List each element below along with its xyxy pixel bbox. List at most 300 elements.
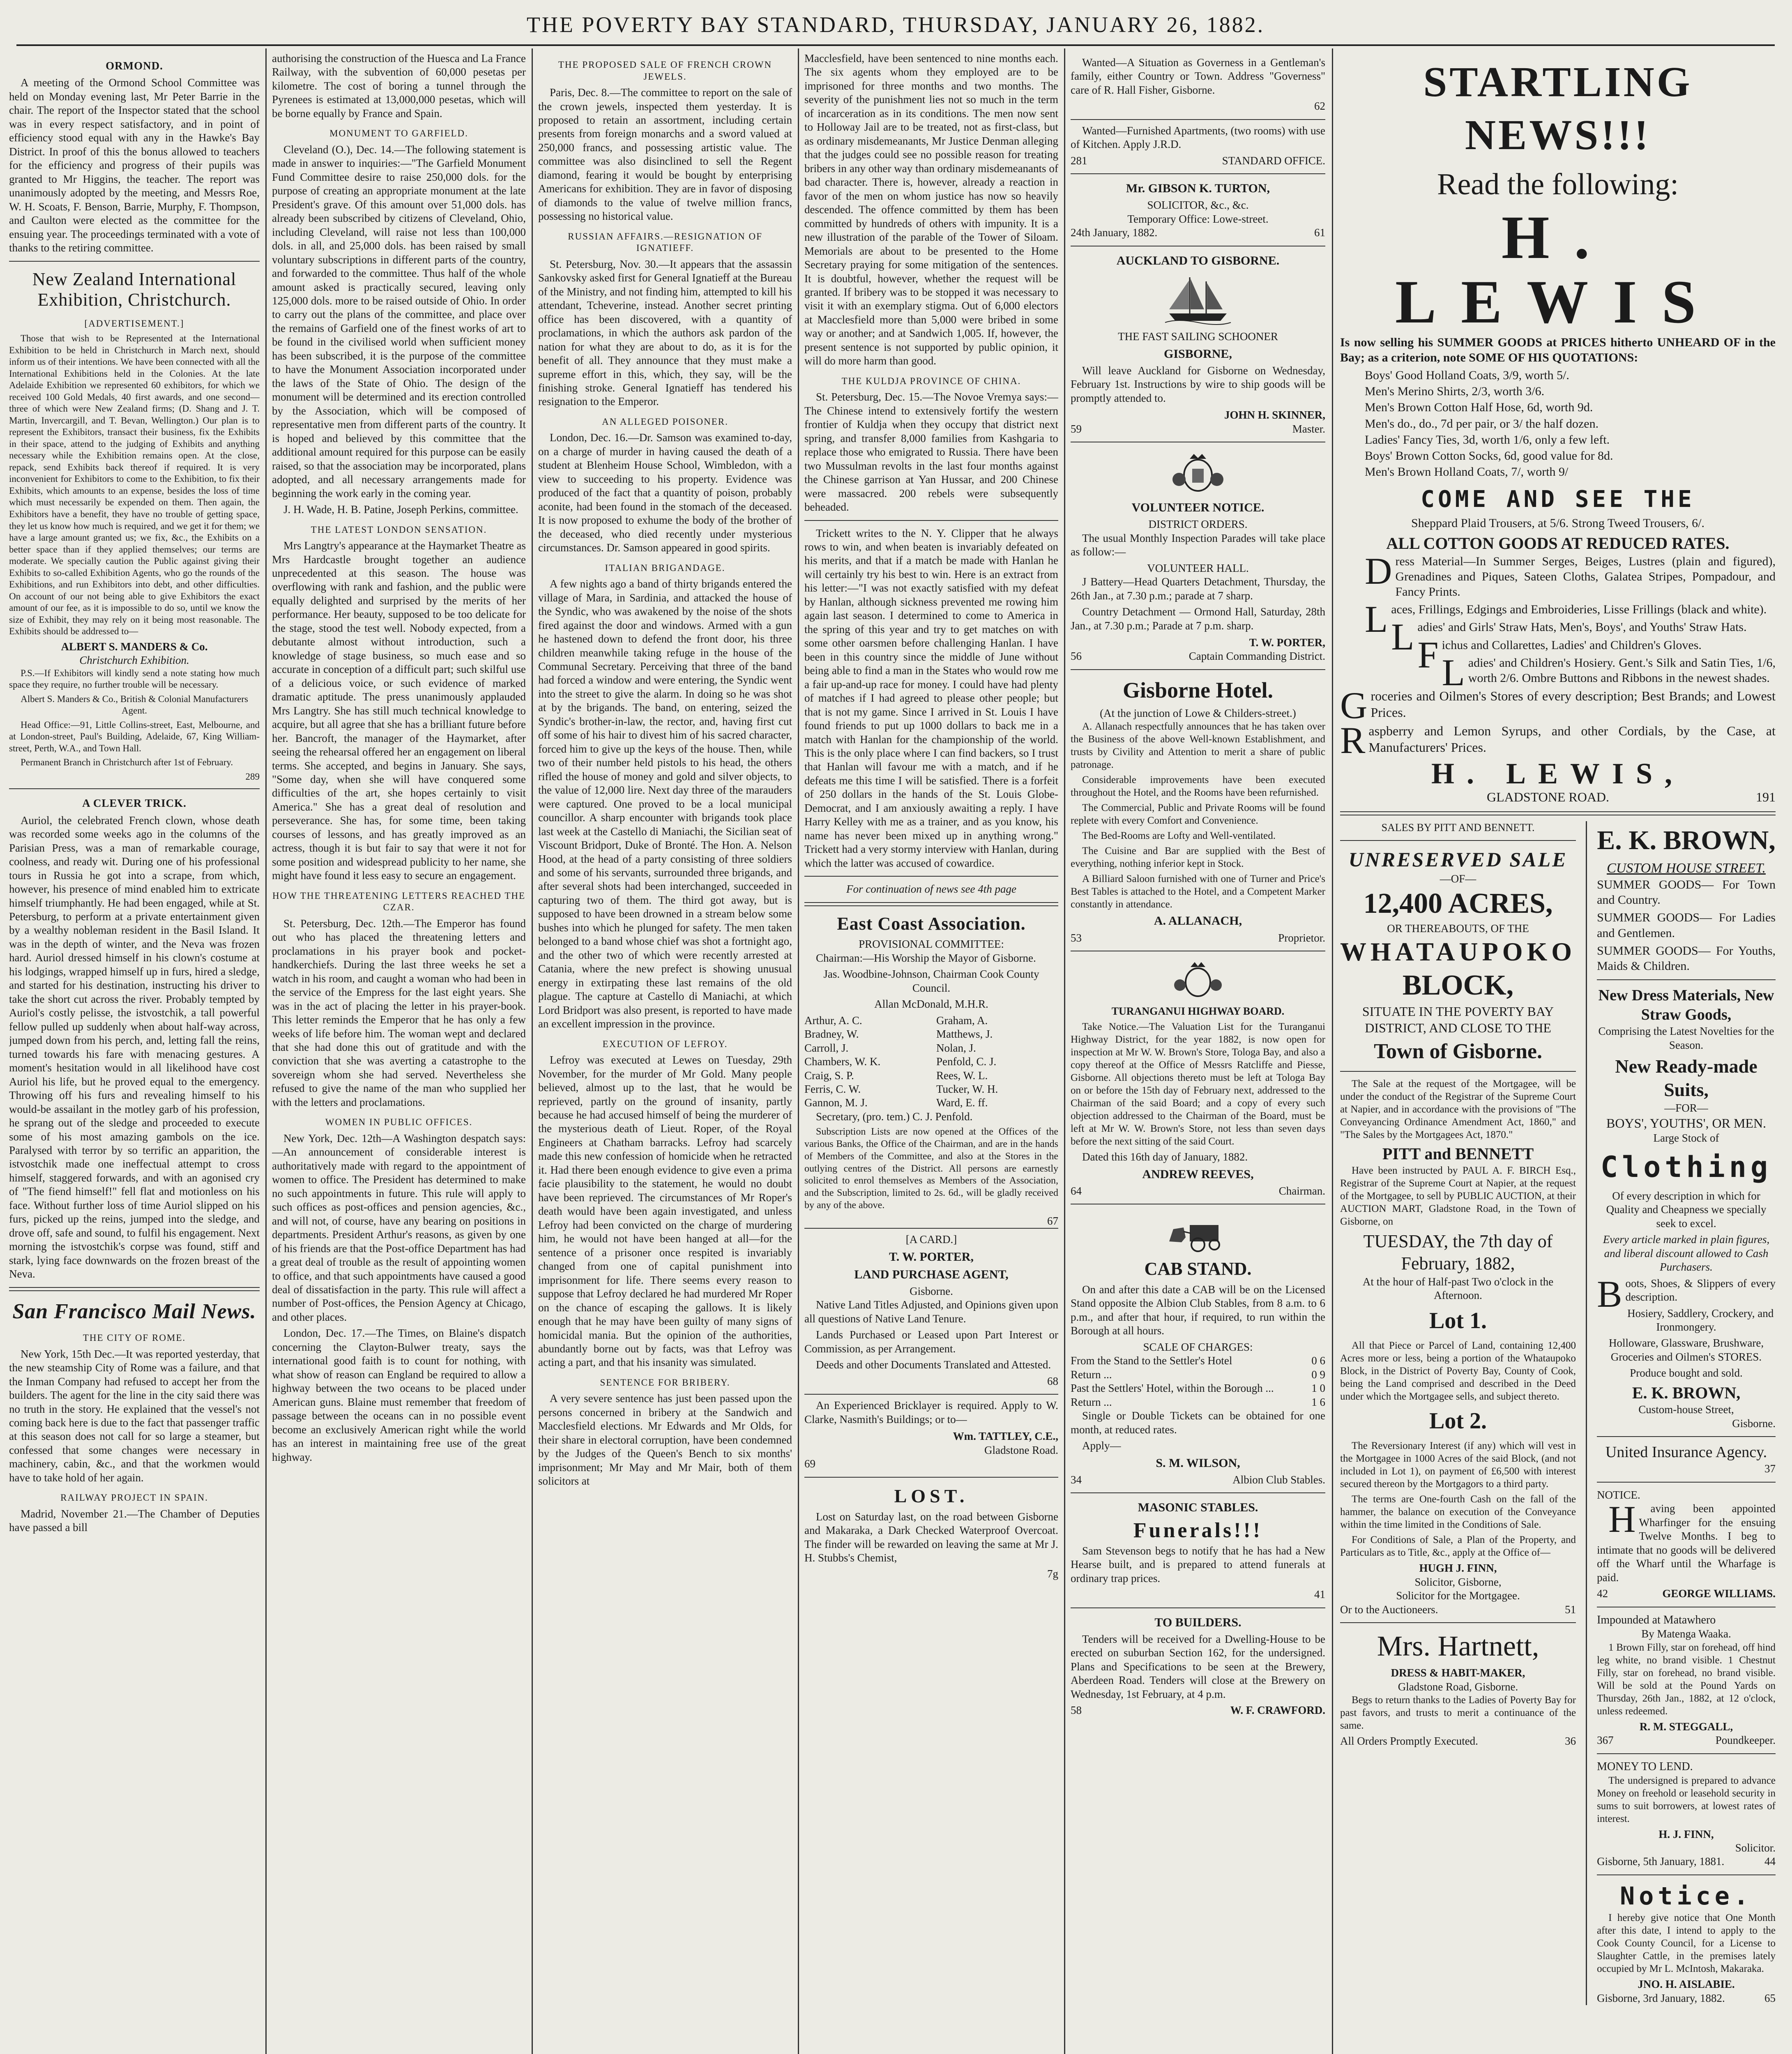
advert-number: 68 [1047,1375,1058,1387]
clothing-heading: Clothing [1600,1150,1772,1184]
straw-hats: Ladies' and Girls' Straw Hats, Men's, Boys', and Youths' Straw Hats. [1391,616,1747,658]
masthead: THE POVERTY BAY STANDARD, THURSDAY, JANUARY 26, 1882. [526,12,1265,37]
charge-row [1071,1382,1325,1395]
custom-house: CUSTOM HOUSE STREET. [1607,860,1766,876]
notice2-heading: Notice. [1620,1881,1753,1911]
committee-name: Chambers, W. K. [804,1055,881,1068]
lot-1-text: All that Piece or Parcel of Land, containing 12,400 Acres more or less, being a portion of the Whataupoko Block, in the District of Poverty Bay, County of Cook, being the Land comprised and described in the Deed under which the Mortgagee sells, and subject thereto. [1340,1340,1576,1402]
impounded-text: 1 Brown Filly, star on forehead, off hind leg white, no brand visible. 1 Chestnut Filly, star on forehead, no brand visible. Will be sold at the Pound Yards on Thursday, 26th Jan., 1882, at 12 o'clock, unless redeemed. [1597,1642,1776,1717]
charge-label: Return ... [1071,1368,1112,1381]
price-item: Ladies' Fancy Ties, 3d, worth 1/6, only a few left. [1365,433,1610,447]
railway-spain-article: Madrid, November 21.—The Chamber of Deputies have passed a bill [9,1507,260,1534]
advert-number: 58 [1071,1704,1082,1717]
sales-by: SALES BY PITT AND BENNETT. [1381,822,1535,834]
lewis-price-list [1340,368,1776,479]
divider [1340,1071,1576,1072]
volunteer-hall: VOLUNTEER HALL. [1147,562,1249,574]
hosiery-saddlery: Hosiery, Saddlery, Crockery, and Ironmongery. [1627,1307,1774,1333]
block-heading: BLOCK, [1402,969,1514,1002]
pitt-bennett-ad [1340,821,1576,2005]
exhibition-ps: P.S.—If Exhibitors will kindly send a note stating how much space they require, no further trouble will be necessary. [9,668,260,690]
thereabouts: OR THEREABOUTS, OF THE [1387,922,1529,935]
price-item: Men's Brown Cotton Half Hose, 6d, worth 9d. [1365,401,1593,414]
clothing-text: Of every description in which for Quality and Cheapness we specially seek to excel. [1606,1189,1767,1230]
advert-number: 281 [1071,154,1087,167]
charge-value: 0 9 [1311,1368,1325,1381]
highway-board-ad [1071,951,1325,1204]
volunteer-heading: VOLUNTEER NOTICE. [1131,501,1265,515]
porter-text: Native Land Titles Adjusted, and Opinions given upon all questions of Native Land Tenure. [804,1299,1058,1325]
produce: Produce bought and sold. [1630,1367,1743,1379]
large-stock: Large Stock of [1653,1132,1719,1144]
hotel-heading: Gisborne Hotel. [1123,677,1273,702]
porter-name: T. W. PORTER, [889,1250,974,1264]
committee-name: Carroll, J. [804,1041,849,1054]
clever-trick-article: Auriol, the celebrated French clown, whose death was recorded some weeks ago in the columns of the Parisian Press, was a man of remarkable courage, coolness, and ready wit. During one of his professional tours in Russia he got into a scrape, from which, however, his presence of mind enabled him to extricate himself triumphantly. He had been engaged, while at St. Petersburg, to perform at a private entertainment given by a wealthy nobleman resident in the Basil Island. It was in the depth of winter, and the Neva was frozen hard. Auriol dressed himself in his clown's costume at his lodgings, wrapped himself up in furs, hired a sledge, and started for his destination, instructing his driver to take the short cut across the river. Probably tempted by Auriol's costly pelisse, the istvostchik, a tall powerful fellow pulled up suddenly when about half-way across, jumped down from his perch, and, letting fall the reins, turned towards his fare with menacing gestures. A moment's hesitation would in all likelihood have cost Auriol his life, but he proved equal to the emergency. Throwing off his furs and revealing himself to his would-be assailant in the motley garb of his profession, he sprang out of the sledge and proceeded to execute some of his most amazing gambols on the ice. Paralysed with terror by so terrific an apparition, the istvostchik made one ineffectual attempt to cross himself, staggered forwards, and with an agonised cry of "The fiend himself!" fell flat and motionless on his face. Without further loss of time Auriol slipped on his furs, picked up the reins, jumped into the sledge, and drove off, safe and sound, to fulfil his engagement. Next morning the istvostchik's corpse was found, stiff and stark, lying face downwards on the frozen breast of the Neva. [9,814,260,1280]
lewis-address-row [1340,789,1776,806]
advert-number: 56 [1071,650,1082,663]
manders-signature: ALBERT S. MANDERS & Co. [61,640,208,653]
advert-number: 36 [1565,1735,1576,1748]
notice-footer [1597,1587,1776,1600]
column-6 [1340,52,1776,2054]
brigandage-article: A few nights ago a band of thirty brigands entered the village of Mara, in Sardinia, and attacked the house of the Syndic, who was awakened by the noise of the shots fired against the door and windows. Armed with a gun he hastened down to defend the front door, his three children meanwhile taking refuge in the house of the Communal Secretary. Perceiving that three of the band had forced a window and were entering, the Syndic went into the street to give the alarm. In doing so he was shot at by the brigands. The band, on entering, seized the Syndic's brother-in-law, the rector, and, having first cut off some of his hair to divest him of his sacred character, forced him to give up the keys of the house. Then, while two of their number held pistols to his head, the others rifled the house of money and gold and silver objects, to the value of 12,000 lire. Next day three of the marauders were captured. One proved to be a local municipal councillor. A sharp encounter with brigands took place last week at the Castello di Maniachi, the Sicilian seat of Viscount Bridport, Duke of Bronté. The Hon. A. Nelson Hood, at the head of a party consisting of three soldiers and some of his servants, surrounded three brigands, and after several shots had been interchanged, succeeded in capturing two of them. The third got away, but is supposed to have been drowned in a stream below some bushes into which he plunged for safety. The men taken belonged to a band whose chief was shot a fortnight ago, and the other two of which were recently arrested at Catania, where the new prefect is showing unusual energy in extirpating these last remains of the old plague. The capture at Castello di Maniachi, at which Lord Bridport was also present, is reported to have made an excellent impression in the province. [538,578,792,1030]
cab-stand-text: On and after this date a CAB will be on the Licensed Stand opposite the Albion Club Stables, from 8 a.m. to 6 p.m., and after that hour, if required, to run within the Borough at all hours. [1071,1283,1325,1337]
country-detachment: Country Detachment — Ormond Hall, Saturday, 28th Jan., at 7.30 p.m.; Parade at 7 p.m. sharp. [1071,606,1325,632]
column-4 [804,52,1058,2054]
aislabie-signature: JNO. H. AISLABIE. [1638,1978,1735,1991]
column-rule [1064,48,1065,2054]
kuldja-heading: THE KULDJA PROVINCE OF CHINA. [841,375,1021,386]
schooner-sub: THE FAST SAILING SCHOONER [1118,330,1278,343]
sf-mail-heading: San Francisco Mail News. [12,1299,256,1323]
turton-role: SOLICITOR, &c., &c. [1147,199,1249,212]
advert-number: 69 [804,1458,815,1470]
column-rule [1332,48,1333,2054]
clever-trick-heading: A CLEVER TRICK. [82,797,187,810]
apartments-ad [1071,119,1325,173]
advert-number: 51 [1565,1603,1576,1616]
bricklayer-text: An Experienced Bricklayer is required. Apply to W. Clarke, Nasmith's Buildings; or to— [804,1399,1058,1425]
committee-name: Bradney, W. [804,1028,859,1041]
lefroy-article: Lefroy was executed at Lewes on Tuesday, 29th November, for the murder of Mr Gold. Many people believed, almost up to the last, that he would be reprieved, partly on the ground of insanity, partly because he had accused himself of being the murderer of the mysterious death of Lieut. Roper, of the Royal Engineers at Chatham barracks. Lefroy had scarcely made this new confession of homicide when he retracted it. Had there been enough evidence to give even a prima facie plausibility to the statement, he would no doubt have been reprieved. The circumstances of Mr Roper's death would have been again investigated, and unless Lefroy had been convicted on the charge of murdering him, he would not have been hanged at all—for the sentence of a prisoner once respited is invariably changed from one of capital punishment into imprisonment for life. There seems every reason to suppose that Lefroy declared he had murdered Mr Roper on the chance of escaping the gallows. It is likely enough that he may have been guilty of many signs of homicidal mania. But the opinion of the authorities, abundantly borne out by facts, was that Lefroy was acting a part, and that his insanity was simulated. [538,1054,792,1369]
bricklayer-ad [804,1394,1058,1476]
steggall-signature: R. M. STEGGALL, [1639,1720,1733,1733]
advert-number: 7g [1047,1568,1058,1580]
price-item: Men's do., do., 7d per pair, or 3/ the half dozen. [1365,417,1599,431]
ormond-article: A meeting of the Ormond School Committee was held on Monday evening last, Mr Peter Barrie in the chair. The report of the Inspector stated that the school was in every respect satisfactory, and in point of efficiency stood equal with any in the Hawke's Bay District. In proof of this the bonus allowed to teachers for the efficiency and progress of their pupils was granted to Mr Higgins, the teacher. The report was unanimously adopted by the meeting, and Messrs Roe, W. H. Scoats, F. Benson, Barrie, Murphy, F. Thompson, and Caulton were elected as the committee for the ensuing year. The proceedings terminated with a vote of thanks to the retiring committee. [9,76,260,254]
summer-goods: SUMMER GOODS— For Town and Country. [1597,878,1776,907]
williams-signature: GEORGE WILLIAMS. [1662,1587,1776,1600]
bribery-heading: SENTENCE FOR BRIBERY. [600,1377,730,1388]
builders-footer [1071,1704,1325,1717]
lot-2-text: The Reversionary Interest (if any) which will vest in the Mortgagee in 1000 Acres of the said Block, (and not included in Lot 1), on payment of £6,500 with interest secured thereon by the Mortgagors to a third party. [1340,1440,1576,1490]
divider [1597,1482,1776,1483]
tattley-signature: Wm. TATTLEY, C.E., [953,1430,1058,1443]
lower-ads [1340,821,1776,2005]
committee-name: Gannon, M. J. [804,1096,868,1109]
hosiery: Ladies' and Children's Hosiery. Gent.'s Silk and Satin Ties, 1/6, worth 2/6. Ombre Buttons and Ribbons in the newest shades. [1442,651,1776,693]
ready-made-suits: New Ready-made Suits, [1615,1056,1757,1101]
london-sensation-heading: THE LATEST LONDON SENSATION. [311,524,487,535]
pitt-instructions: Have been instructed by PAUL A. F. BIRCH Esq., Registrar of the Supreme Court at Napier, at the request of the Mortgagee, to sell by PUBLIC AUCTION, at their AUCTION MART, Gladstone Road, in the Town of Gisborne, on [1340,1165,1576,1227]
comprising: Comprising the Latest Novelties for the Season. [1598,1025,1774,1051]
advert-number: 289 [245,771,260,782]
continuation-note: For continuation of news see 4th page [846,883,1016,896]
reeves-role: Chairman. [1278,1184,1325,1197]
highway-board-heading: TURANGANUI HIGHWAY BOARD. [1111,1005,1285,1018]
column-5 [1071,52,1325,2054]
ek-brown-footer: E. K. BROWN, [1632,1383,1741,1402]
horse-cab-icon [1161,1213,1235,1254]
schooner-heading: AUCKLAND TO GISBORNE. [1116,253,1280,267]
divider [804,876,1058,877]
auctioneers-row [1340,1603,1576,1616]
london-sensation-article: Mrs Langtry's appearance at the Haymarket Theatre as Mrs Hardcastle brought together an audience unprecedented at this season. The house was overflowing with rank and fashion, and the public were equally delighted and surprised by the merits of her performance. Her beauty, supposed to be too delicate for the stage, stood the test well. Nobody expected, from a debutante almost without introduction, such a knowledge of stage business, so much ease and so accurate in conception of a difficult part; such skilful use of a delicious voice, or such evidence of marked dramatic aptitude. The press unanimously applauded Mrs Langtry. She has still much technical knowledge to acquire, but all agree that she has a brilliant future before her. Bancroft, the manager of the Haymarket, after seeing the rehearsal offered her an engagement on liberal terms. She accepted, and begins in January. She says, "Some day, when she will have conquered some difficulties of the art, she hopes certainly to visit America." She has a great deal of resolution and perseverance. She has, for some time, been taking courses of lessons, and has greatly improved as an actress, though it is but fair to say that were it not for some position and widespread publicity to her name, she might have found it less easy to secure an engagement. [272,539,526,882]
builders-text: Tenders will be received for a Dwelling-House to be erected on suburban Section 162, for the undersigned. Plans and Specifications to be seen at the Brewery, Aberdeen Road. Tenders will close at the Brewery on Wednesday, 1st February, at 4 p.m. [1071,1633,1325,1700]
poundkeeper: Poundkeeper. [1715,1734,1776,1747]
east-coast-heading: East Coast Association. [837,913,1026,934]
advert-number: 191 [1755,790,1776,805]
manders-firm: Albert S. Manders & Co., British & Colonial Manufacturers Agent. [21,693,248,716]
bribery-continued: Macclesfield, have been sentenced to nine months each. The six agents whom they employed are to be imprisoned for three months and two months. The severity of the punishment lies not so much in the term of incarceration as in its conditions. The men now sent to Holloway Jail are to be treated, not as first-class, but as ordinary misdemeanants, Mr Justice Denman alleging that the judges could see no possible reason for treating bribers in any other way than ordinary misdemeanants of bad character. There is, however, already a reaction in favor of the men on whom justice has now so heavily descended. The offence committed by them has been committed by hundreds of others with impunity. It is a new illustration of the parable of the Tower of Siloam. Memorials are about to be presented to the Home Secretary praying for some mitigation of the sentences. It is doubtful, however, whether the request will be granted. If bribery was to be stopped it was necessary to visit it with an exemplary stigma. Out of 6,000 electors at Macclesfield more than 5,000 were bribed in some way or another; and at Sandwich 1,005. If, however, the present sentence is not supported by public opinion, it will do more harm than good. [804,52,1058,367]
impounded-by: By Matenga Waaka. [1641,1628,1731,1640]
boys-youths: BOYS', YOUTHS', OR MEN. [1606,1115,1767,1131]
poisoner-article: London, Dec. 16.—Dr. Samson was examined to-day, on a charge of murder in having caused the death of a student at Blenheim House School, Wimbledon, with a view to succeeding to his property. Evidence was produced of the fact that a quantity of poison, probably aconite, had been found in the stomach of the deceased. It is now proposed to exhume the body of the brother of the deceased, who died recently under mysterious circumstances. Dr. Samson appeared in good spirits. [538,431,792,554]
hotel-text: Considerable improvements have been executed throughout the Hotel, and the Rooms have been refurnished. [1071,774,1325,799]
committee-line: Allan McDonald, M.H.R. [874,998,988,1011]
kuldja-article: St. Petersburg, Dec. 15.—The Novoe Vremya says:—The Chinese intend to extensively fortify the western frontier of Kuldja when they occupy that district next spring, and transfer 8,000 families from Kashgaria to replace those who emigrated to Russia. There have been two Mussulman revolts in the last four months against the Chinese garrison at Yan Hussar, and 200 Chinese were massacred. 200 rebels were subsequently beheaded. [804,391,1058,514]
money-footer [1597,1855,1776,1868]
schooner-text: Will leave Auckland for Gisborne on Wednesday, February 1st. Instructions by wire to ship goods will be promptly attended to. [1071,364,1325,404]
divider [1597,1436,1776,1437]
advert-number: 41 [1314,1588,1325,1601]
standard-office: STANDARD OFFICE. [1222,154,1325,167]
porter-signature: T. W. PORTER, [1249,636,1325,649]
card-label: [A CARD.] [905,1233,957,1246]
divider [9,1287,260,1291]
funerals-heading: Funerals!!! [1133,1519,1263,1543]
hotel-location: (At the junction of Lowe & Childers-street.) [1100,707,1296,719]
divider [804,520,1058,521]
masonic-heading: MASONIC STABLES. [1138,1501,1258,1515]
ek-brown-ad [1597,821,1776,2005]
committee-name: Rees, W. L. [936,1069,988,1082]
advert-number: 53 [1071,931,1082,944]
threatening-letters-article: St. Petersburg, Dec. 12th.—The Emperor has found out who has placed the threatening letters and proclamations in his prayer book and pocket-handkerchiefs. During the last three weeks he set a watch in his room, and caught a woman who had been in the service of the Empress for the last eight years. She was in the act of placing the letter in his prayer-book. This letter reminds the Emperor that he has only a few weeks of life before him. The woman wept and declared that she had done this out of gratitude and with the conviction that she was averting a catastrophe to the sovereign whom she had served. Nevertheless she refused to give the name of the man who supplied her with the letters and proclamations. [272,917,526,1108]
blaine-dispatch-article: London, Dec. 17.—The Times, on Blaine's dispatch concerning the Clayton-Bulwer treaty, says the international good faith is to count for nothing, with what show of reason can England be required to allow a highway between the two oceans to be placed under American guns. Blaine must remember that freedom of passage between the oceans can in no possible event become an exclusively American right while the world has an interest in maintaining free use of the great highway. [272,1327,526,1463]
divider [1340,840,1576,841]
hartnett-orders: All Orders Promptly Executed. [1340,1735,1478,1748]
turton-footer [1071,226,1325,239]
garfield-article: Cleveland (O.), Dec. 14.—The following statement is made in answer to inquiries:—"The Garfield Monument Fund Committee desire to raise 250,000 dols. for the purpose of creating an appropriate monument at the late President's grave. Of this amount over 51,000 dols. has already been subscribed by citizens of Cleveland, Ohio, including Cleveland, will raise not less than 100,000 dols. in all, and 25,000 dols. has been raised by small voluntary subscriptions in different parts of the country, and forwarded to the committee. Thus half of the whole amount asked is practically secured, leaving only 125,000 dols. more to be raised outside of Ohio. In order to carry out the plans of the committee, and place over the remains of Garfield one of the finest works of art to be found in the civilised world when sufficient money has been subscribed, it is the purpose of the committee to have the Monument Association incorporated under the laws of the State of Ohio. The design of the monument will be determined and its erection controlled by the Association, which will be composed of representative men from different parts of the country. It is hoped and believed by this committee that the additional amount required for this purpose can be easily raised, so that the association may be incorporated, plans adopted, and all necessary arrangements made for beginning the work early in the coming year. [272,143,526,500]
finn-solicitor: Solicitor. [1735,1842,1776,1854]
highway-board-text: Take Notice.—The Valuation List for the Turanganui Highway District, for the year 1882, is now open for inspection at Mr W. W. Brown's Store, Tologa Bay, and also a copy thereof at the Office of Messrs Ratcliffe and Piesse, Gisborne. All objections thereto must be left at Tologa Bay on or before the 15th day of February next, addressed to the Chairman of the said Board; and a copy of every such objection addressed to the Chairman of the Board, must be left at Mr W. W. Brown's Store, not less than seven days before the next sitting of the said Court. [1071,1021,1325,1147]
garfield-committee: J. H. Wade, H. B. Patine, Joseph Perkins, committee. [283,503,518,516]
startling-news-heading: STARTLING NEWS!!! [1423,58,1693,159]
garfield-heading: MONUMENT TO GARFIELD. [329,128,468,139]
crawford-signature: W. F. CRAWFORD. [1230,1704,1325,1717]
poisoner-heading: AN ALLEGED POISONER. [602,416,728,427]
trickett-article: Trickett writes to the N. Y. Clipper that he always rows to win, and when beaten is invariably defeated on his merits, and that if a match be made with Hanlan he will certainly try his best to win. Here is an extract from his letter:—"I was not exactly satisfied with my defeat by Hanlan, although sickness prevented me rowing him again last season. I determined to come to America in the spring of this year and try to get matches on with some other oarsmen before challenging Hanlan. I have been in this country since the middle of June without being able to find a man in the States who would row me a fair up-and-up race for money. I could have had plenty of matches if I had agreed to please other people; but that is not my game. Since I arrived in St. Louis I have found friends to put up 1000 dollars to back me in a match with Hanlan for the championship of the world. This is the only place where I can find backers, so I trust that Hanlan will favour me with a match, and if he defeats me this time I will be satisfied. There is a forfeit of 250 dollars in the hands of the St. Louis Globe-Democrat, and I am anxiously awaiting a reply. I have Harry Kelley with me as a trainer, and as you know, his name has never been mixed up in anything wrong." Trickett had a very stormy interview with Hanlan, during which the latter was accused of cowardice. [804,527,1058,869]
funerals-text: Sam Stevenson begs to notify that he has had a New Hearse built, and is prepared to attend funerals at ordinary trap prices. [1071,1544,1325,1584]
subscription-text: Subscription Lists are now opened at the Offices of the various Banks, the Office of the Chairman, and are in the hands of Members of the Committee, and also at the Stores in the outlying centres of the District. All persons are earnestly solicited to enrol themselves as Members of the Association, and the Subscription, limited to 2s. 6d., will be gladly received by any of the above. [804,1126,1058,1211]
advert-number: 64 [1071,1184,1082,1197]
summer-goods: SUMMER GOODS— For Youths, Maids & Children. [1597,944,1776,973]
price-item: Boys' Brown Cotton Socks, 6d, good value for 8d. [1365,449,1613,463]
committee-name: Penfold, C. J. [936,1055,997,1068]
volunteer-footer [1071,649,1325,663]
committee-line: Jas. Woodbine-Johnson, Chairman Cook County Council. [823,968,1039,994]
committee-name: Arthur, A. C. [804,1014,862,1027]
cotton-goods: ALL COTTON GOODS AT REDUCED RATES. [1386,534,1730,553]
committee-name: Ward, E. ff. [936,1096,988,1109]
allanach-role: Proprietor. [1278,931,1325,944]
manders-location: Christchurch Exhibition. [79,654,189,667]
divider [804,902,1058,906]
fichus: Fichus and Collarettes, Ladies' and Children's Gloves. [1417,633,1702,676]
lot-1-heading: Lot 1. [1429,1308,1487,1333]
ormond-heading: ORMOND. [106,60,163,72]
charge-label: Past the Settlers' Hotel, within the Borough ... [1071,1382,1274,1395]
sale-terms: The terms are One-fourth Cash on the fall of the hammer, the balance on execution of the Conveyance within the time limited in the Conditions of Sale. [1340,1494,1576,1531]
sheppard-trousers: Sheppard Plaid Trousers, at 5/6. Strong Tweed Trousers, 6/. [1411,516,1705,530]
hotel-text: A Billiard Saloon furnished with one of Turner and Price's Best Tables is attached to the Hotel, and a Competent Marker constantly in attendance. [1071,873,1325,910]
advert-number: 42 [1597,1587,1608,1600]
divider [1597,979,1776,980]
committee-name: Graham, A. [936,1014,988,1027]
hartnett-address: Gladstone Road, Gisborne. [1398,1680,1518,1693]
whataupoko-heading: WHATAUPOKO [1340,937,1576,966]
manders-branch: Permanent Branch in Christchurch after 1st of February. [21,757,233,768]
hotel-footer [1071,931,1325,945]
advert-number: 37 [1764,1462,1776,1475]
for-label: —FOR— [1664,1102,1708,1115]
turton-date: 24th January, 1882. [1071,226,1158,239]
new-dress: New Dress Materials, New Straw Goods, [1598,987,1774,1024]
advert-number: 367 [1597,1734,1614,1747]
brigandage-heading: ITALIAN BRIGANDAGE. [605,562,726,573]
cab-stand-heading: CAB STAND. [1144,1259,1252,1279]
schooner-footer [1071,422,1325,436]
committee-names [804,1014,1058,1110]
sale-conditions: For Conditions of Sale, a Plan of the Property, and Particulars as to Title, &c., apply at the Office of— [1340,1534,1576,1559]
money-text: The undersigned is prepared to advance Money on freehold or leasehold security in sums to suit borrowers, at lowest rates of interest. [1597,1775,1776,1824]
finn-role: Solicitor, Gisborne, [1414,1575,1502,1588]
charge-row [1071,1354,1325,1368]
plain-figures: Every article marked in plain figures, and liberal discount allowed to Cash Purchasers. [1603,1233,1770,1273]
boots-shoes: Boots, Shoes, & Slippers of every description. [1597,1273,1776,1315]
sale-conduct: The Sale at the request of the Mortgagee, will be under the conduct of the Registrar of the Supreme Court at Napier, and in accordance with the provisions of "The Conveyancing Ordinance Amendment Act, 1860," and "The Sales by the Mortgagees Act, 1870." [1340,1078,1576,1140]
situate: SITUATE IN THE POVERTY BAY DISTRICT, AND CLOSE TO THE [1362,1004,1554,1035]
charge-row [1071,1368,1325,1382]
hartnett-heading: Mrs. Hartnett, [1377,1630,1539,1663]
notice2-footer [1597,1992,1776,2005]
notice-heading: NOTICE. [1597,1488,1640,1501]
russian-affairs-heading: RUSSIAN AFFAIRS.—RESIGNATION OF IGNATIEFF. [568,231,762,253]
charge-label: Return ... [1071,1395,1112,1408]
royal-crest-icon [1169,960,1227,1001]
cab-footer [1071,1473,1325,1487]
masonic-stables-ad [1071,1492,1325,1607]
ek-brown-town: Gisborne. [1732,1417,1776,1430]
hotel-text: The Bed-Rooms are Lofty and Well-ventilated. [1082,830,1276,842]
committee-name: Tucker, W. H. [936,1082,998,1095]
ek-brown-heading: E. K. BROWN, [1597,825,1776,856]
price-item: Boys' Good Holland Coats, 3/9, worth 5/. [1365,368,1569,382]
schooner-ad [1071,246,1325,442]
wharfinger-notice: Having been appointed Wharfinger for the ensuing Twelve Months. I beg to intimate that no goods will be delivered off the Wharf until the Wharfage is paid. [1597,1498,1776,1584]
crown-jewels-heading: THE PROPOSED SALE OF FRENCH CROWN JEWELS. [558,60,772,82]
gisborne-hotel-ad [1071,669,1325,951]
schooner-name: GISBORNE, [1164,347,1232,361]
divider [9,788,260,789]
h-lewis-footer: H. LEWIS, [1431,757,1685,790]
porter-text: Deeds and other Documents Translated and Attested. [816,1359,1051,1371]
women-offices-heading: WOMEN IN PUBLIC OFFICES. [325,1117,473,1128]
of-label: —OF— [1440,873,1476,885]
column-rule [798,48,799,2054]
hartnett-text: Begs to return thanks to the Ladies of Poverty Bay for past favors, and trusts to merit a continuance of the same. [1340,1695,1576,1732]
crown-jewels-article: Paris, Dec. 8.—The committee to report on the sale of the crown jewels, inspected them yesterday. It is proposed to retain an assortment, including certain presents from foreign monarchs and a sword valued at 250,000 francs, and possessing artistic value. The committee was also disinclined to sell the Regent diamond, fearing it would be bought by enterprising Americans for exhibition. They are in favor of disposing of diamonds to the value of twelve million francs, possessing no historical value. [538,86,792,223]
reeves-signature: ANDREW REEVES, [1142,1167,1254,1181]
skinner-role: Master. [1292,422,1325,435]
charge-row [1071,1395,1325,1409]
groceries: Groceries and Oilmen's Stores of every description; Best Brands; and Lowest Prices. [1340,684,1776,727]
column-rule [265,48,267,2054]
lot-2-heading: Lot 2. [1429,1408,1487,1434]
turton-name: Mr. GIBSON K. TURTON, [1126,182,1270,196]
divider [1597,1874,1776,1875]
committee-chairman: Chairman:—His Worship the Mayor of Gisborne. [816,951,1036,964]
advert-number: 67 [1047,1214,1058,1227]
advertisement-label: [ADVERTISEMENT.] [84,318,184,329]
finn-signature: H. J. FINN, [1658,1828,1714,1840]
raspberry-syrups: Raspberry and Lemon Syrups, and other Cordials, by the Case, at Manufacturers' Prices. [1340,719,1776,762]
highway-board-date: Dated this 16th day of January, 1882. [1082,1151,1248,1163]
apartments-footer [1071,154,1325,168]
column-3 [538,52,792,2054]
notice2-date: Gisborne, 3rd January, 1882. [1597,1992,1725,2004]
money-date: Gisborne, 5th January, 1881. [1597,1855,1725,1868]
hartnett-footer [1340,1734,1576,1748]
porter-card-ad [804,1228,1058,1394]
sailing-ship-icon [1161,272,1235,326]
city-of-rome-heading: THE CITY OF ROME. [83,1333,186,1343]
hartnett-role: DRESS & HABIT-MAKER, [1391,1667,1525,1679]
column-2 [272,52,526,2054]
porter-town: Gisborne. [910,1285,953,1297]
divider [1340,811,1776,815]
united-insurance: United Insurance Agency. [1605,1444,1767,1461]
threatening-letters-heading: HOW THE THREATENING LETTERS REACHED THE CZAR. [272,890,526,913]
charge-label: From the Stand to the Settler's Hotel [1071,1354,1232,1367]
sale-hour: At the hour of Half-past Two o'clock in the Afternoon. [1362,1275,1554,1302]
lefroy-heading: EXECUTION OF LEFROY. [602,1039,728,1049]
unreserved-sale: UNRESERVED SALE [1348,848,1568,871]
turton-office: Temporary Office: Lowe-street. [1127,212,1269,225]
royal-crest-icon [1169,451,1227,496]
apartments-text: Wanted—Furnished Apartments, (two rooms) with use of Kitchen. Apply J.R.D. [1071,124,1325,151]
advert-number: 34 [1071,1473,1082,1486]
column-rule [532,48,533,2054]
cab-apply: Apply— [1082,1439,1121,1452]
advert-number: 59 [1071,422,1082,435]
charge-value: 1 0 [1311,1382,1325,1395]
impounded-heading: Impounded at Matawhero [1597,1613,1716,1626]
dress-material: Dress Material—In Summer Serges, Beiges, Lustres (plain and figured), Grenadines and Piques, Sateen Cloths, Galatea Stripes, Pompadour, and Fancy Prints. [1365,550,1776,599]
column-1 [9,52,260,2054]
cab-stand-ad [1071,1204,1325,1492]
railway-spain-continued: authorising the construction of the Huesca and La France Railway, with the subvention of 60,000 pesetas per kilometre. The cost of boring a tunnel through the Pyrenees is estimated at 13,000,000 pesetas, which will be borne equally by France and Spain. [272,52,526,120]
wilson-signature: S. M. WILSON, [1156,1456,1240,1470]
bribery-article: A very severe sentence has just been passed upon the persons concerned in bribery at the Sandwich and Macclesfield elections. Mr Edwards and Mr Olds, for their share in electoral corruption, have been condemned by the Judges of the Queen's Bench to six months' imprisonment; Mr May and Mr Mair, both of them solicitors at [538,1392,792,1488]
price-item: Men's Merino Shirts, 2/3, worth 3/6. [1365,385,1545,398]
governess-ad [1071,52,1325,119]
highway-footer [1071,1184,1325,1198]
slaughter-notice: I hereby give notice that One Month after this date, I intend to apply to the Cook County Council, for a License to Slaughter Cattle, in the premises lately occupied by Mr L. McIntosh, Makaraka. [1597,1912,1776,1975]
porter-text: Lands Purchased or Leased upon Part Interest or Commission, as per Arrangement. [804,1329,1058,1355]
builders-heading: TO BUILDERS. [1154,1615,1242,1629]
sale-date: TUESDAY, the 7th day of February, 1882, [1363,1231,1553,1274]
manders-office: Head Office:—91, Little Collins-street, East, Melbourne, and at London-street, Paul's Building, Adelaide, 67, King William-street, Perth, W.A., and Town Hall. [9,719,260,753]
volunteer-text: The usual Monthly Inspection Parades will take place as follow:— [1071,532,1325,558]
skinner-signature: JOHN H. SKINNER, [1224,409,1325,421]
women-offices-article: New York, Dec. 12th—A Washington despatch says:—An announcement of considerable interest is authoritatively made with regard to the appointment of women to office. The President has determined to make no such appointments in future. This rule will apply to such offices as post-offices and pension agencies, &c., and will not, of course, have any bearing on positions in departments. President Arthur's reasons, as given by one of his friends are that the Post-office Department has had a great deal of trouble as the result of appointing women to office, and that such appointments have caused a good deal of dissatisfaction in the party. This rule will affect a number of Post-offices, the Pension Agency at Chicago, and other places. [272,1132,526,1323]
committee-name: Ferris, C. W. [804,1082,861,1095]
money-heading: MONEY TO LEND. [1597,1760,1693,1773]
turton-ad [1071,173,1325,246]
auctioneers: Or to the Auctioneers. [1340,1603,1438,1616]
holloware: Holloware, Glassware, Brushware, Groceries and Oilmen's STORES. [1608,1337,1764,1363]
h-lewis-heading: H. LEWIS [1395,203,1721,336]
allanach-signature: A. ALLANACH, [1154,914,1242,928]
divider [1597,1753,1776,1754]
hotel-text: The Commercial, Public and Private Rooms will be found replete with every Comfort and Convenience. [1071,802,1325,827]
nz-exhibition-heading: New Zealand International Exhibition, Christchurch. [32,269,237,310]
advert-number: 61 [1314,226,1325,239]
russian-affairs-article: St. Petersburg, Nov. 30.—It appears that the assassin Sankovsky asked first for General Ignatieff at the Bureau of the Ministry, and not finding him, attempted to kill his attendant, Tcheverine, instead. Another secret printing office has been discovered, with a quantity of proclamations, in which the authors ask pardon of the nation for what they are about to do, as it is for the benefit of all. They announce that they must make a supreme effort in this, which, they say, will be the finishing stroke. General Ignatieff has tendered his resignation to the Emperor. [538,258,792,408]
advert-number: 65 [1764,1992,1776,2004]
committee-name: Matthews, J. [936,1028,993,1041]
district-orders: DISTRICT ORDERS. [1148,518,1248,531]
pitt-bennett: PITT and BENNETT [1382,1144,1534,1163]
nz-exhibition-text: Those that wish to be Represented at the International Exhibition to be held in Christchurch in March next, should inform us of their intentions. We have been connected with all the International Exhibitions held in the Colonies. At the late Adelaide Exhibition we represented 60 exhibitors, for which we received 100 Gold Medals, 40 first awards, and one second—three of which were New Zealand firms; (D. Shang and J. T. Martin, Invercargill, and T. Bevan, Wellington.) Our plan is to represent the Exhibitors, transact their business, fix the Exhibits in their space, attend to the judging of Exhibits and anything necessary while the Exhibition remains open. At the close, repack, send Exhibits back thereof if required. It is very inconvenient for Exhibitors to come to the Exhibition, to fix their Exhibits, which amounts to an expense, besides the loss of time which must necessarily be expended on them. Then again, the Exhibitors have a benefit, they have no trouble of getting space, they let us know how much is required, and we get it for them; we have a large amount granted us; we fix, &c., the Exhibits on a better space than if they applied themselves; our terms are moderate. We specially caution the Public against giving their Exhibits to so-called Exhibition Agents, who go the rounds of the Exhibitions, and run Exhibitors into debt, and other difficulties. On account of our not being able to give Exhibitors the exact amount of our fee, as it is impossible to do so, until we know the size of Exhibit, they may rely on it being most reasonable. The Exhibits should be addressed to— [9,333,260,637]
lewis-intro: Is now selling his SUMMER GOODS at PRICES hitherto UNHEARD OF in the Bay; as a criterion, note SOME OF HIS QUOTATIONS: [1340,335,1776,364]
divider [1340,1622,1576,1623]
town-gisborne: Town of Gisborne. [1374,1040,1542,1064]
porter-role: LAND PURCHASE AGENT, [854,1267,1009,1281]
scale-heading: SCALE OF CHARGES: [1143,1340,1253,1353]
tattley-address: Gladstone Road. [984,1444,1058,1456]
committee-name: Craig, S. P. [804,1069,854,1082]
lost-ad [804,1477,1058,1587]
city-of-rome-article: New York, 15th Dec.—It was reported yesterday, that the new steamship City of Rome was a failure, and that the Inman Company had refused to accept her from the builders. The agent for the line in the city said there was no truth in the story. He explained that the vessel's not coming back here is due to the fact that passenger traffic at this season does not call for so large a steamer, but confessed that some changes were necessary in machinery, cabin, &c., and that the workmen would have to take hold of her again. [9,1347,260,1484]
advert-number: 44 [1764,1855,1776,1868]
railway-spain-heading: RAILWAY PROJECT IN SPAIN. [60,1492,208,1503]
charge-value: 0 6 [1311,1354,1325,1367]
j-battery: J Battery—Head Quarters Detachment, Thursday, the 26th Jan., at 7.30 p.m.; parade at 7 sharp. [1071,576,1325,602]
committee-label: PROVISIONAL COMMITTEE: [859,938,1004,951]
hotel-text: The Cuisine and Bar are supplied with the Best of everything, nothing inferior kept in Stock. [1071,845,1325,870]
governess-text: Wanted—A Situation as Governess in a Gentleman's family, either Country or Town. Address "Governess" care of R. Hall Fisher, Gisborne. [1071,56,1325,96]
divider [9,261,260,262]
finn-role-2: Solicitor for the Mortgagee. [1396,1589,1520,1602]
tickets-note: Single or Double Tickets can be obtained for one month, at reduced rates. [1071,1409,1325,1436]
finn-name: HUGH J. FINN, [1419,1562,1497,1575]
price-item: Men's Brown Holland Coats, 7/, worth 9/ [1365,465,1569,479]
committee-name: Nolan, J. [936,1041,976,1054]
